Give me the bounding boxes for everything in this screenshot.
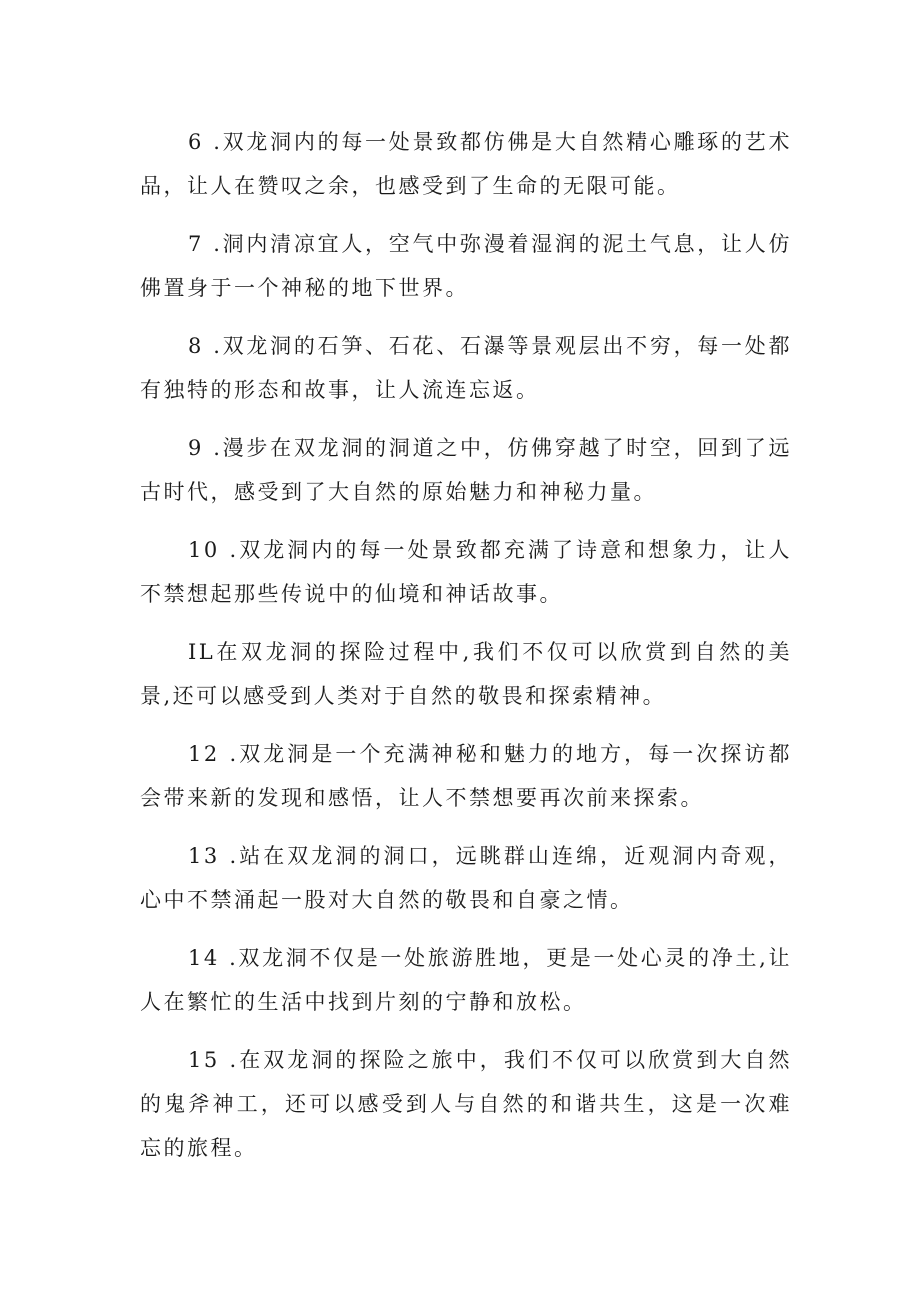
paragraph-9: 9 .漫步在双龙洞的洞道之中，仿佛穿越了时空，回到了远古时代，感受到了大自然的原始魅力和神秘力量。 (140, 436, 792, 504)
paragraph-6: 6 .双龙洞内的每一处景致都仿佛是大自然精心雕琢的艺术品，让人在赞叹之余，也感受到了生命的无限可能。 (140, 130, 792, 198)
paragraph-7: 7 .洞内清凉宜人，空气中弥漫着湿润的泥土气息，让人仿佛置身于一个神秘的地下世界。 (140, 232, 792, 300)
paragraph-10: 10 .双龙洞内的每一处景致都充满了诗意和想象力，让人不禁想起那些传说中的仙境和神话故事。 (140, 538, 792, 606)
paragraph-15: 15 .在双龙洞的探险之旅中，我们不仅可以欣赏到大自然的鬼斧神工，还可以感受到人与自然的和谐共生，这是一次难忘的旅程。 (140, 1048, 792, 1160)
paragraph-13: 13 .站在双龙洞的洞口，远眺群山连绵，近观洞内奇观，心中不禁涌起一股对大自然的敬畏和自豪之情。 (140, 844, 792, 912)
paragraph-8: 8 .双龙洞的石笋、石花、石瀑等景观层出不穷，每一处都有独特的形态和故事，让人流连忘返。 (140, 334, 792, 402)
paragraph-11: IL在双龙洞的探险过程中,我们不仅可以欣赏到自然的美景,还可以感受到人类对于自然的敬畏和探索精神。 (140, 640, 792, 708)
paragraph-14: 14 .双龙洞不仅是一处旅游胜地，更是一处心灵的净土,让人在繁忙的生活中找到片刻的宁静和放松。 (140, 946, 792, 1014)
paragraph-12: 12 .双龙洞是一个充满神秘和魅力的地方，每一次探访都会带来新的发现和感悟，让人不禁想要再次前来探索。 (140, 742, 792, 810)
document-body (140, 120, 792, 1184)
